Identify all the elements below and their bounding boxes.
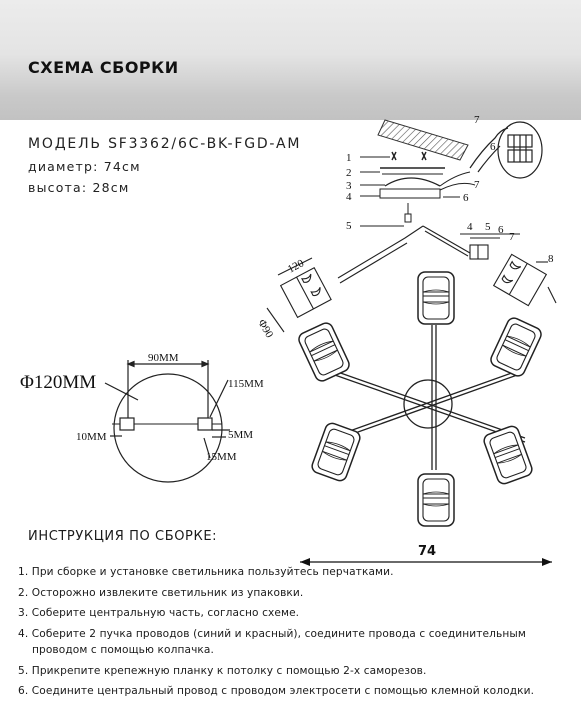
shade-bottom bbox=[418, 474, 454, 526]
slot-depth-label: 15MM bbox=[206, 451, 237, 463]
diameter-spec: диаметр: 74см bbox=[28, 159, 141, 174]
instruction-step: 5. Прикрепите крепежную планку к потолку с помощью 2-х саморезов. bbox=[18, 664, 427, 677]
part-label-7c: 7 bbox=[474, 114, 480, 126]
part-label-5b: 5 bbox=[485, 221, 491, 233]
instruction-step: 4. Соберите 2 пучка проводов (синий и красный), соедините провода с соединительным проводом с помощью колпачка. bbox=[18, 627, 526, 656]
part-label-6: 6 bbox=[463, 192, 469, 204]
shade-top bbox=[418, 272, 454, 324]
part-label-5: 5 bbox=[346, 220, 352, 232]
plate-depth-label: 115MM bbox=[228, 378, 264, 390]
part-label-2: 2 bbox=[346, 167, 352, 179]
instructions-title: ИНСТРУКЦИЯ ПО СБОРКЕ: bbox=[28, 529, 218, 544]
shade-lower-left bbox=[310, 421, 362, 482]
slot-width-label: 5MM bbox=[228, 429, 254, 441]
mounting-stack bbox=[360, 152, 475, 226]
part-label-6c: 6 bbox=[490, 141, 496, 153]
overall-width-dimension bbox=[300, 544, 552, 566]
part-label-8: 8 bbox=[548, 253, 554, 265]
shade-lower-right bbox=[482, 424, 534, 485]
plate-diameter-label: Φ120MM bbox=[20, 372, 97, 393]
instruction-list bbox=[18, 564, 578, 704]
mounting-plate-labels bbox=[20, 352, 264, 463]
shade-length-label: 120 bbox=[285, 257, 306, 276]
wire-connector-detail bbox=[470, 122, 542, 178]
plate-width-label: 90MM bbox=[148, 352, 179, 364]
shade-upper-right bbox=[489, 316, 544, 378]
part-label-3: 3 bbox=[346, 180, 352, 192]
height-spec: высота: 28см bbox=[28, 180, 130, 195]
overall-width-label: 74 bbox=[418, 544, 437, 559]
slot-offset-label: 10MM bbox=[76, 431, 107, 443]
part-label-1: 1 bbox=[346, 152, 352, 164]
mounting-plate-diagram bbox=[105, 360, 230, 482]
part-label-4: 4 bbox=[346, 191, 352, 203]
instruction-step: 1. При сборке и установке светильника пользуйтесь перчатками. bbox=[18, 566, 394, 578]
instruction-step: 2. Осторожно извлеките светильник из упаковки. bbox=[18, 586, 304, 599]
instruction-step: 3. Соберите центральную часть, согласно схеме. bbox=[18, 607, 300, 619]
shade-diameter-label: Φ90 bbox=[255, 317, 276, 340]
part-label-7: 7 bbox=[474, 179, 480, 191]
part-label-4b: 4 bbox=[467, 221, 473, 233]
page-title: СХЕМА СБОРКИ bbox=[28, 58, 179, 77]
model-name: МОДЕЛЬ SF3362/6C-BK-FGD-AM bbox=[28, 136, 302, 152]
part-label-6b: 6 bbox=[498, 224, 504, 236]
instruction-step: 6. Соедините центральный провод с проводом электросети с помощью клемной колодки. bbox=[18, 685, 535, 697]
part-label-7b: 7 bbox=[509, 231, 515, 243]
